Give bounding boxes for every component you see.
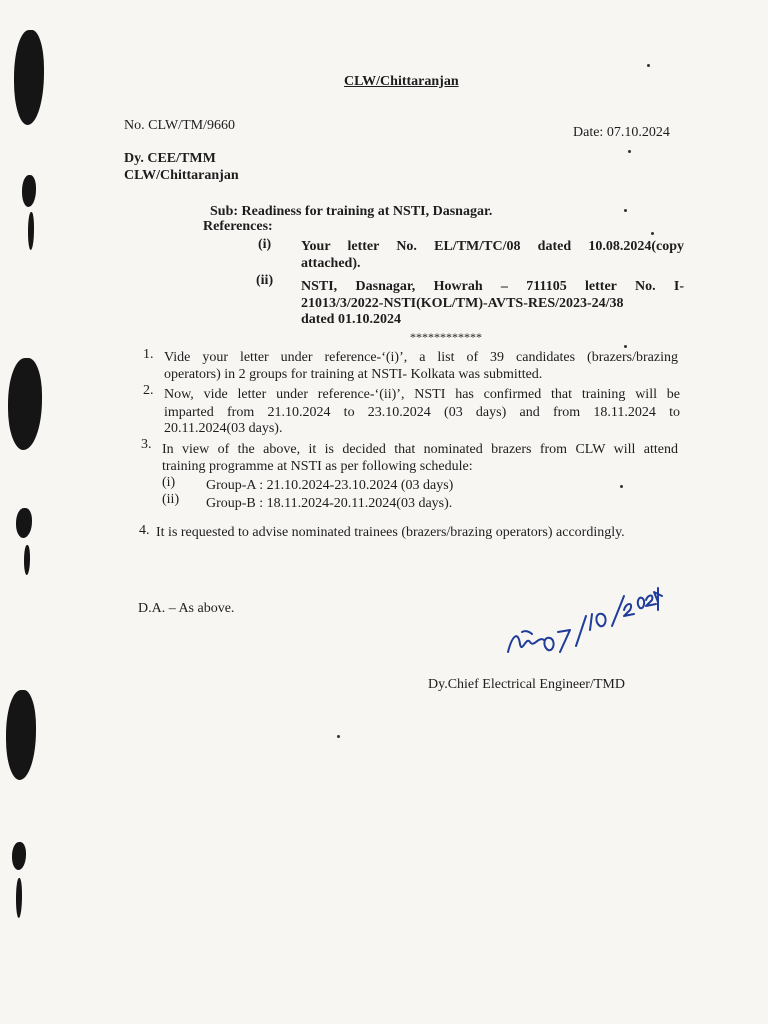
- reference-line: Your letter No. EL/TM/TC/08 dated 10.08.2024(copy: [301, 239, 684, 254]
- reference-line: attached).: [301, 256, 361, 271]
- separator: ************: [410, 330, 482, 344]
- paragraph-number: 3.: [141, 437, 152, 452]
- paragraph-line: In view of the above, it is decided that nominated brazers from CLW will attend: [162, 442, 678, 457]
- paragraph-number: 4.: [139, 523, 150, 538]
- paragraph-number: 2.: [143, 383, 154, 398]
- enclosure-note: D.A. – As above.: [138, 601, 235, 616]
- speck: [647, 64, 650, 67]
- speck: [628, 150, 631, 153]
- reference-line: 21013/3/2022-NSTI(KOL/TM)-AVTS-RES/2023-24/38: [301, 296, 624, 311]
- binding-mark: [22, 175, 36, 207]
- binding-mark: [16, 878, 22, 918]
- paragraph-line: Vide your letter under reference-‘(i)’, a list of 39 candidates (brazers/brazing: [164, 350, 678, 365]
- paragraph-line: Now, vide letter under reference-‘(ii)’, NSTI has confirmed that training will be: [164, 387, 680, 402]
- binding-mark: [28, 212, 34, 250]
- reference-line: dated 01.10.2024: [301, 312, 401, 327]
- schedule-item: Group-A : 21.10.2024-23.10.2024 (03 days): [206, 478, 454, 493]
- letter-number: No. CLW/TM/9660: [124, 118, 235, 133]
- addressee-office: CLW/Chittaranjan: [124, 168, 239, 183]
- letter-date: Date: 07.10.2024: [573, 125, 670, 140]
- office-heading: CLW/Chittaranjan: [344, 74, 459, 89]
- schedule-number: (i): [162, 475, 176, 490]
- reference-number: (ii): [256, 273, 274, 288]
- addressee-designation: Dy. CEE/TMM: [124, 151, 216, 166]
- binding-mark: [8, 358, 42, 450]
- paragraph-line: imparted from 21.10.2024 to 23.10.2024 (03 days) and from 18.11.2024 to: [164, 405, 680, 420]
- speck: [620, 485, 623, 488]
- binding-mark: [12, 842, 26, 870]
- handwritten-signature: [500, 580, 670, 670]
- paragraph-line: training programme at NSTI as per following schedule:: [162, 459, 473, 474]
- schedule-item: Group-B : 18.11.2024-20.11.2024(03 days).: [206, 496, 453, 511]
- reference-line: NSTI, Dasnagar, Howrah – 711105 letter No. I-: [301, 279, 684, 294]
- speck: [337, 735, 340, 738]
- signatory-designation: Dy.Chief Electrical Engineer/TMD: [428, 677, 625, 692]
- speck: [624, 209, 627, 212]
- paragraph-line: It is requested to advise nominated trainees (brazers/brazing operators) accordingly.: [156, 525, 625, 540]
- subject-line: Sub: Readiness for training at NSTI, Dasnagar.: [210, 204, 493, 219]
- paragraph-line: operators) in 2 groups for training at NSTI- Kolkata was submitted.: [164, 367, 543, 382]
- reference-number: (i): [258, 237, 272, 252]
- binding-mark: [16, 508, 32, 538]
- schedule-number: (ii): [162, 492, 180, 507]
- references-heading: References:: [203, 219, 273, 234]
- binding-mark: [24, 545, 30, 575]
- speck: [624, 345, 627, 348]
- paragraph-number: 1.: [143, 347, 154, 362]
- paragraph-line: 20.11.2024(03 days).: [164, 421, 283, 436]
- binding-mark: [14, 30, 44, 125]
- speck: [651, 232, 654, 235]
- binding-mark: [6, 690, 36, 780]
